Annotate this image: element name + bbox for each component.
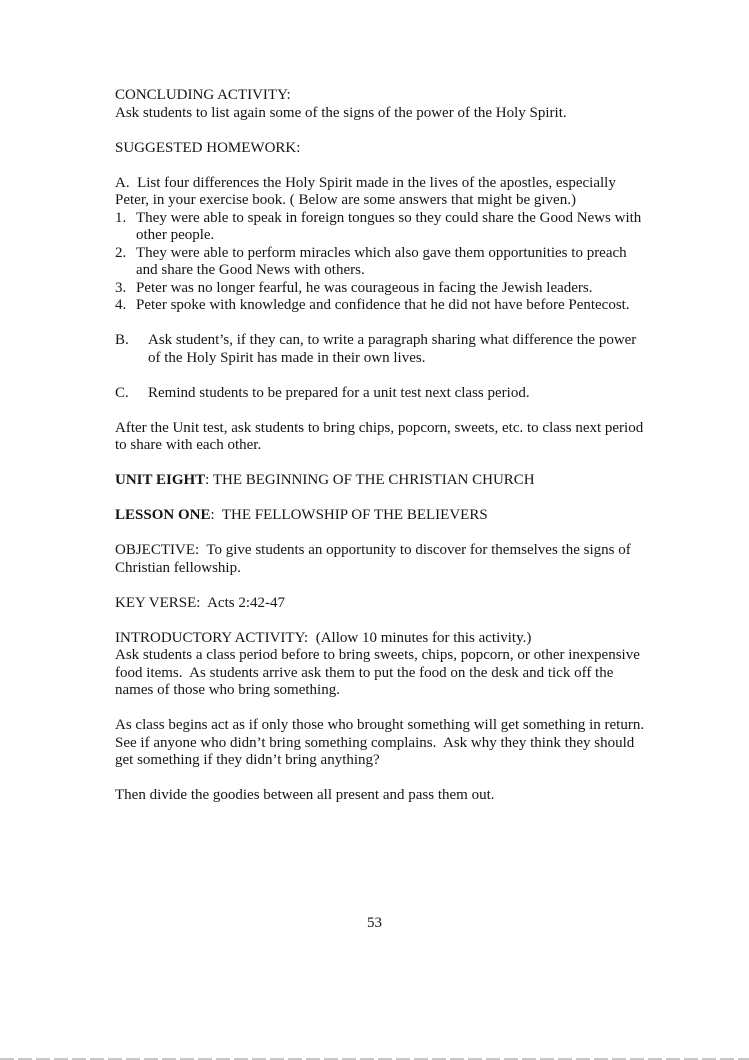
list-item-text: Peter spoke with knowledge and confidence that he did not have before Pentecost. [136, 297, 630, 313]
introductory-activity-body: Ask students a class period before to bring sweets, chips, popcorn, or other inexpensive food items. As students arrive ask them to put the food on the desk and tick off the names of those who bring something. [115, 647, 644, 698]
lesson-heading-rest: : THE FELLOWSHIP OF THE BELIEVERS [210, 507, 488, 523]
unit-heading-rest: : THE BEGINNING OF THE CHRISTIAN CHURCH [205, 472, 535, 488]
unit-heading-title: UNIT EIGHT [115, 472, 206, 488]
list-item [115, 297, 647, 315]
homework-item-a: A. List four differences the Holy Spirit made in the lives of the apostles, especially Peter, in your exercise book. ( Below are some answers that might be given.) [115, 174, 620, 208]
list-item-number: 3. [115, 279, 127, 296]
concluding-activity-heading: CONCLUDING ACTIVITY: [115, 87, 291, 103]
lesson-heading-title: LESSON ONE [115, 507, 211, 523]
item-b-label: B. [115, 332, 129, 348]
introductory-activity-heading: INTRODUCTORY ACTIVITY: (Allow 10 minutes for this activity.) [115, 629, 532, 646]
objective-paragraph: OBJECTIVE: To give students an opportunity to discover for themselves the signs of Christian fellowship. [115, 542, 635, 576]
list-item [115, 245, 647, 280]
key-verse-paragraph: KEY VERSE: Acts 2:42-47 [115, 594, 286, 611]
list-item-number: 2. [115, 244, 127, 261]
list-item-text: They were able to perform miracles which also gave them opportunities to preach and share the Good News with others. [136, 244, 631, 278]
list-item-text: Peter was no longer fearful, he was courageous in facing the Jewish leaders. [136, 279, 593, 296]
item-c-label: C. [115, 384, 129, 401]
list-item-number: 4. [115, 297, 127, 313]
suggested-homework-heading: SUGGESTED HOMEWORK: [115, 139, 301, 156]
concluding-activity-body: Ask students to list again some of the signs of the power of the Holy Spirit. [115, 104, 567, 121]
after-test-paragraph: After the Unit test, ask students to bring chips, popcorn, sweets, etc. to class next period to share with each other. [115, 419, 647, 453]
divide-goodies-paragraph: Then divide the goodies between all present and pass them out. [115, 787, 495, 803]
lesson-heading [115, 507, 647, 525]
list-item [115, 210, 647, 245]
page-number: 53 [367, 915, 382, 931]
list-item-number: 1. [115, 209, 127, 226]
homework-item-b [115, 332, 647, 367]
as-class-begins-paragraph: As class begins act as if only those who brought something will get something in return. See if anyone who didn’t bring something complains. Ask why they think they should get something if they didn’t bring anything? [115, 717, 652, 768]
list-item [115, 280, 647, 298]
answers-list [115, 210, 647, 315]
document-content [115, 87, 652, 822]
homework-item-c [115, 385, 647, 403]
item-c-text: Remind students to be prepared for a unit test next class period. [148, 384, 530, 401]
unit-heading [115, 472, 647, 490]
item-b-text: Ask student’s, if they can, to write a paragraph sharing what difference the power of the Holy Spirit has made in their own lives. [148, 332, 641, 366]
list-item-text: They were able to speak in foreign tongues so they could share the Good News with other people. [136, 209, 646, 243]
